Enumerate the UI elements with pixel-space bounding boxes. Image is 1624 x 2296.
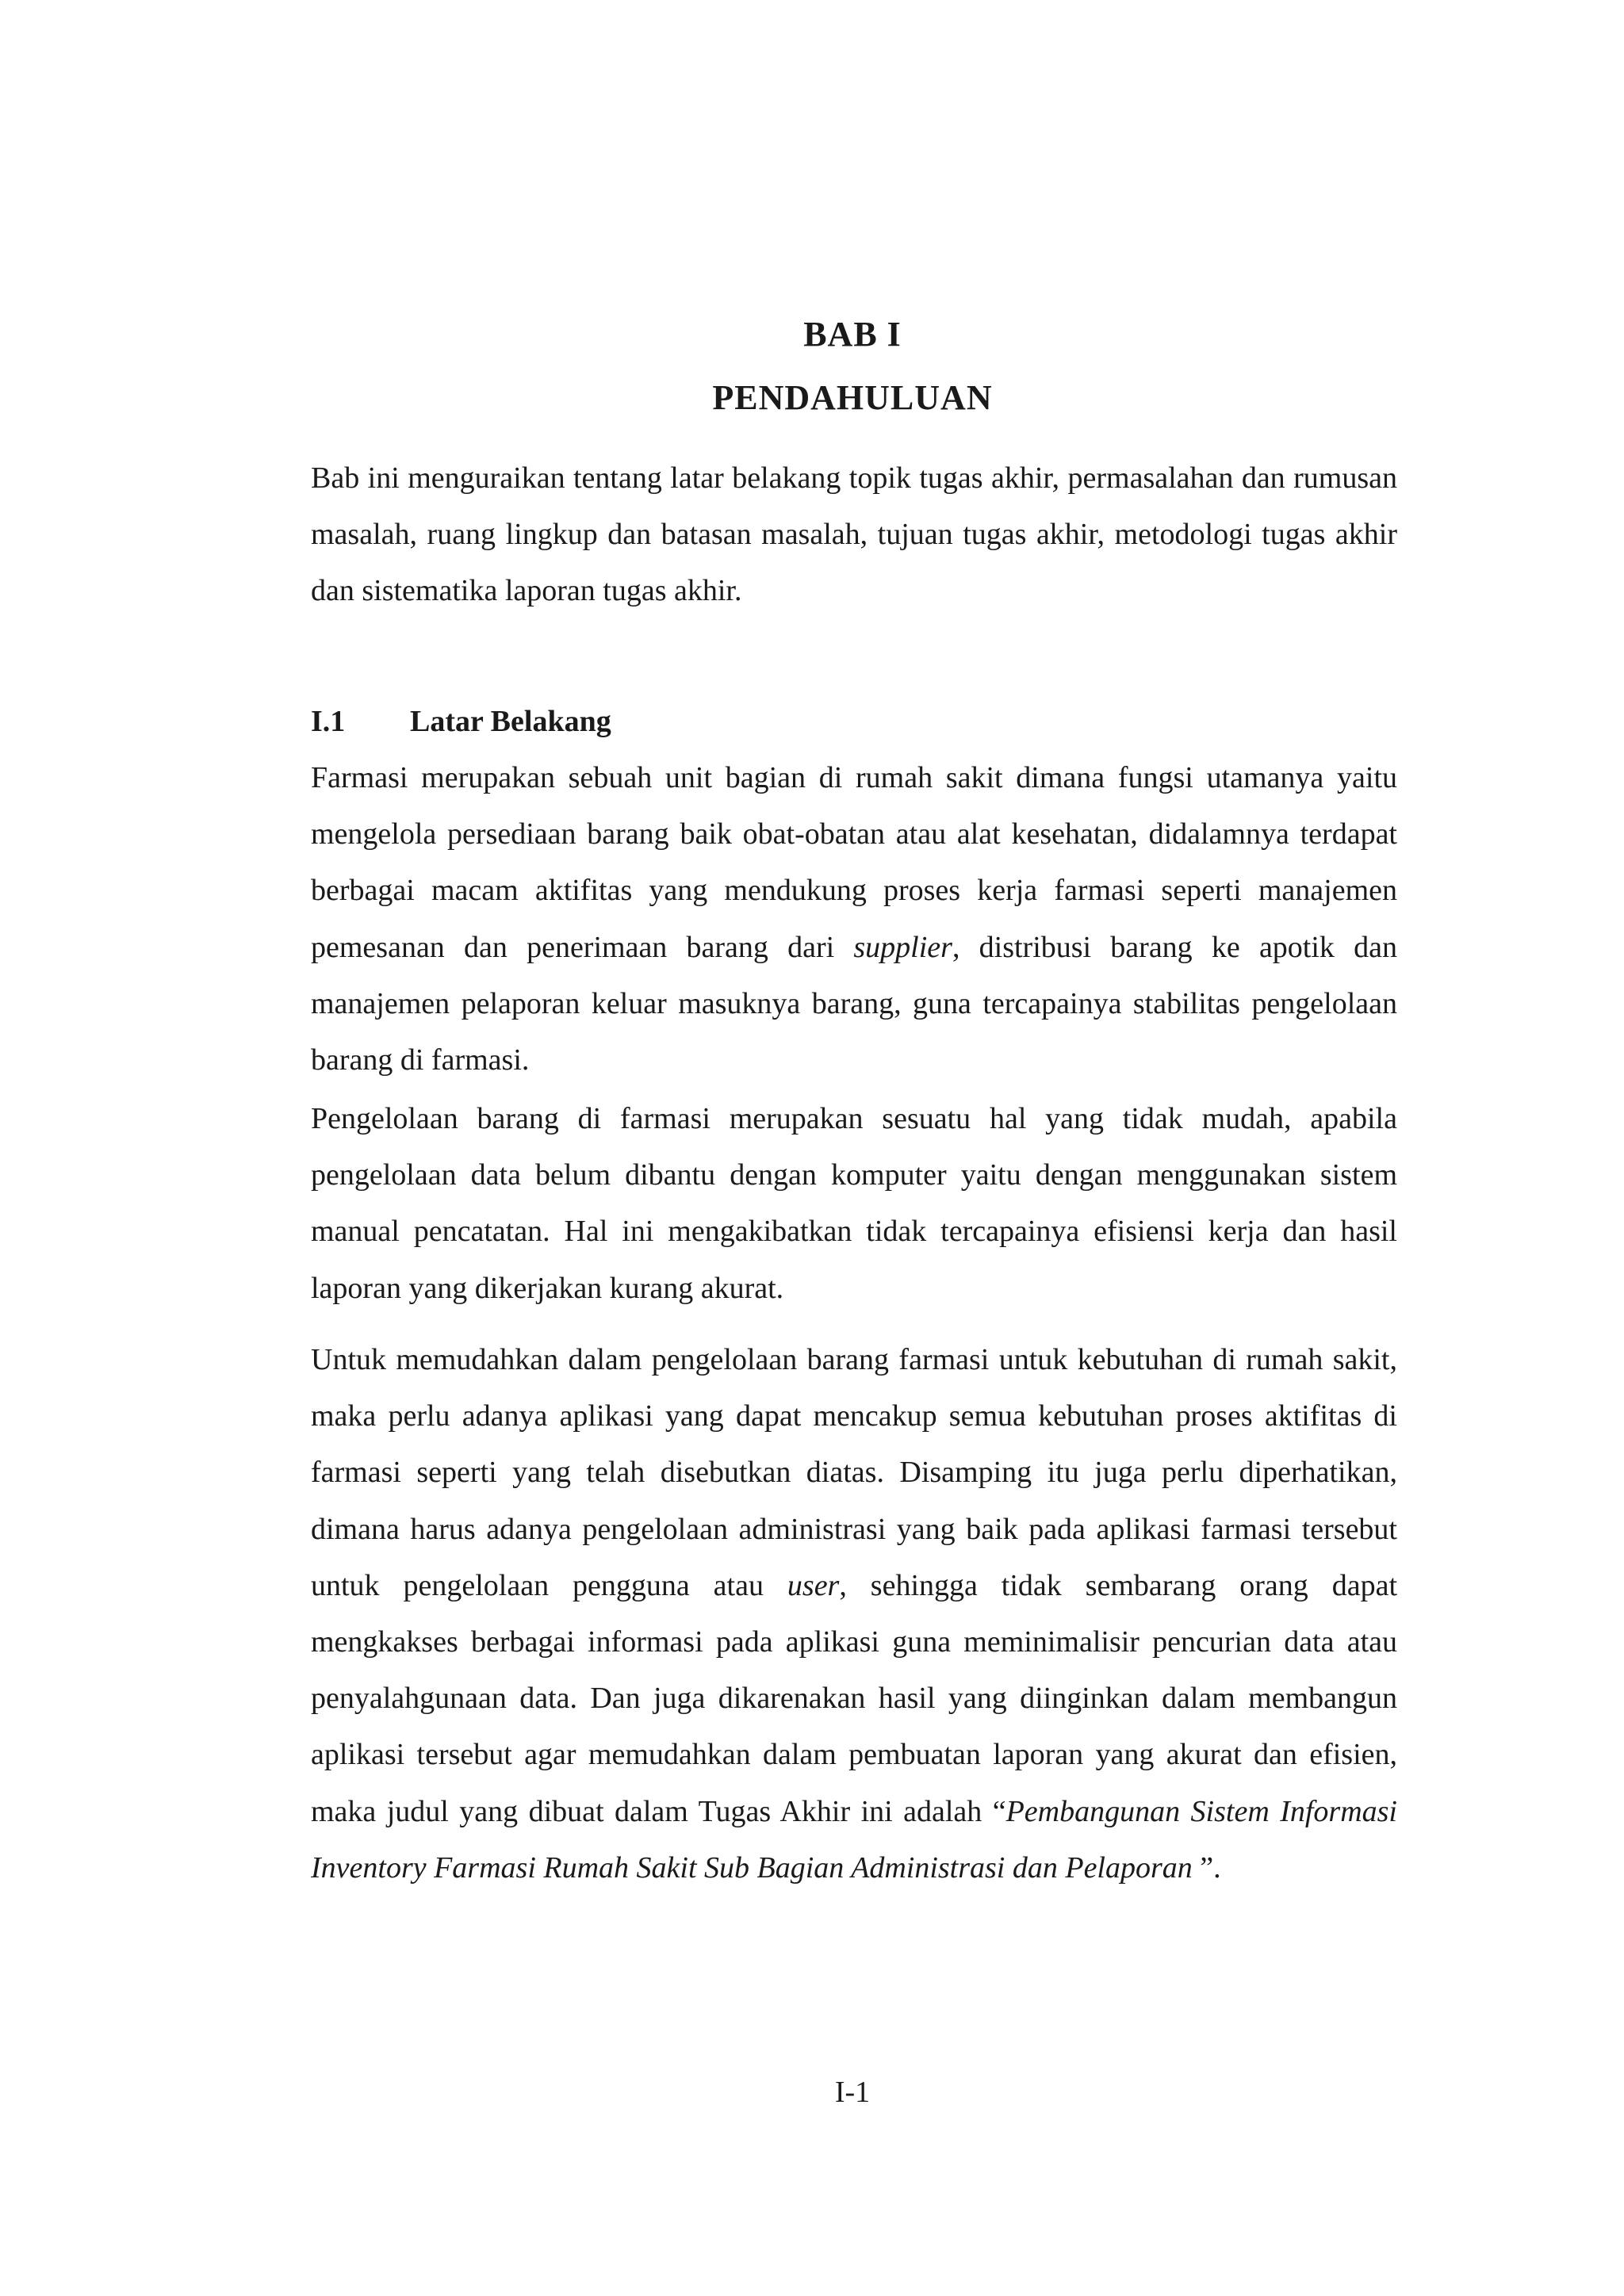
chapter-number: BAB I	[803, 315, 902, 354]
paragraph-1	[311, 750, 1397, 1089]
section-title: Latar Belakang	[410, 705, 611, 738]
section-number: I.1	[311, 705, 346, 738]
term-user: user	[787, 1568, 840, 1602]
thesis-title: Pembangunan Sistem Informasi Inventory Farmasi Rumah Sakit Sub Bagian Administrasi dan Pelaporan	[311, 1794, 1397, 1885]
term-supplier: supplier	[853, 930, 952, 964]
paragraph-1-text-a: Farmasi merupakan sebuah unit bagian di rumah sakit dimana fungsi utamanya yaitu mengelola persediaan barang baik obat-obatan atau alat kesehatan, didalamnya terdapat berbagai macam aktifitas yang mendukung proses kerja farmasi seperti manajemen pemesanan dan penerimaan barang dari	[311, 761, 1397, 964]
page-number: I-1	[834, 2076, 871, 2109]
intro-text: Bab ini menguraikan tentang latar belakang topik tugas akhir, permasalahan dan rumusan masalah, ruang lingkup dan batasan masalah, tujuan tugas akhir, metodologi tugas akhir dan sistematika laporan tugas akhir.	[311, 461, 1397, 608]
intro-paragraph	[311, 450, 1397, 620]
chapter-title: PENDAHULUAN	[712, 378, 993, 417]
paragraph-2	[311, 1091, 1397, 1317]
paragraph-3	[311, 1332, 1397, 1896]
paragraph-3-text-b: , sehingga tidak sembarang orang dapat mengkakses berbagai informasi pada aplikasi guna meminimalisir pencurian data atau penyalahgunaan data. Dan juga dikarenakan hasil yang diinginkan dalam membangun aplikasi tersebut agar memudahkan dalam pembuatan laporan yang akurat dan efisien, maka judul yang dibuat dalam Tugas Akhir ini adalah “	[311, 1568, 1397, 1828]
paragraph-1-text-b: , distribusi barang ke apotik dan manajemen pelaporan keluar masuknya barang, guna tercapainya stabilitas pengelolaan barang di farmasi.	[311, 930, 1397, 1077]
paragraph-2-text: Pengelolaan barang di farmasi merupakan sesuatu hal yang tidak mudah, apabila pengelolaan data belum dibantu dengan komputer yaitu dengan menggunakan sistem manual pencatatan. Hal ini mengakibatkan tidak tercapainya efisiensi kerja dan hasil laporan yang dikerjakan kurang akurat.	[311, 1102, 1397, 1305]
paragraph-3-text-a: Untuk memudahkan dalam pengelolaan barang farmasi untuk kebutuhan di rumah sakit, maka perlu adanya aplikasi yang dapat mencakup semua kebutuhan proses aktifitas di farmasi seperti yang telah disebutkan diatas. Disamping itu juga perlu diperhatikan, dimana harus adanya pengelolaan administrasi yang baik pada aplikasi farmasi tersebut untuk pengelolaan pengguna atau	[311, 1343, 1397, 1602]
closing-quote: ”.	[1200, 1850, 1221, 1885]
section-heading	[311, 702, 611, 741]
